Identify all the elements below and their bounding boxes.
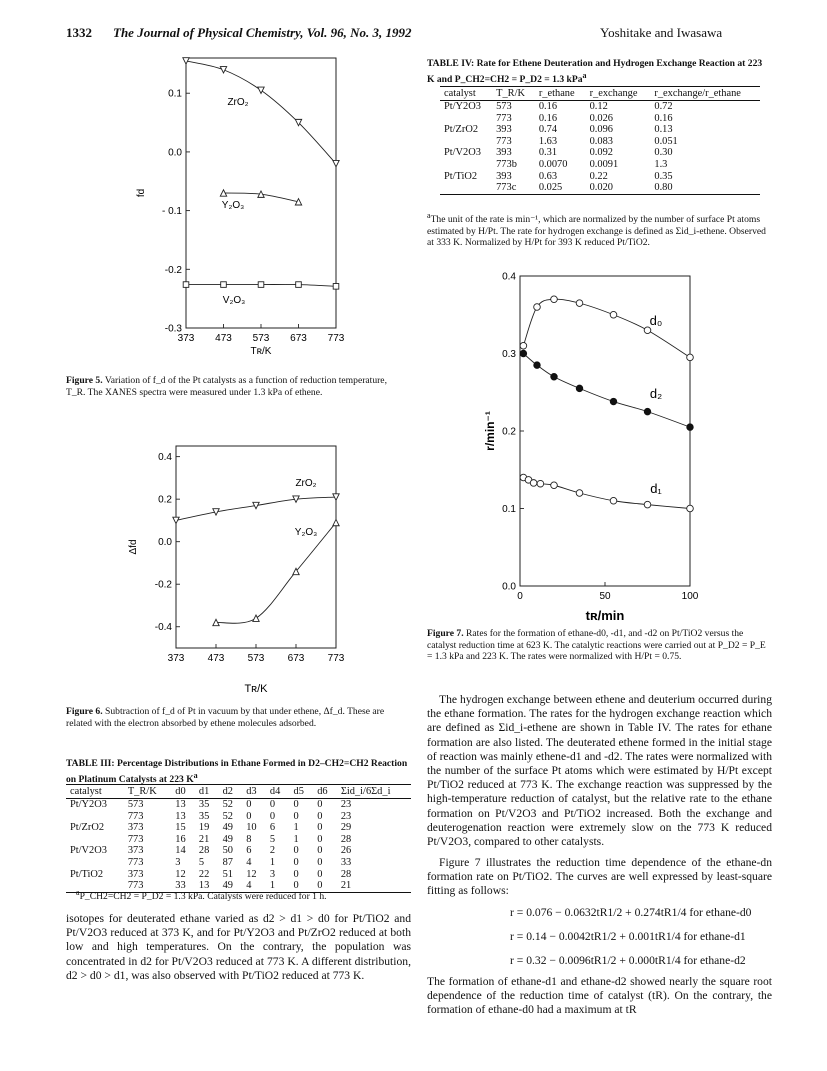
series-d1-line xyxy=(523,478,690,509)
table-cell: 0.63 xyxy=(538,170,558,182)
series-d2-point xyxy=(687,424,693,430)
table-cell: 1 xyxy=(269,856,276,868)
figure-6-caption-text: Subtraction of f_d of Pt in vacuum by that under ethene, Δf_d. These are related with the electron absorbed by ethene molecules adsorbed. xyxy=(66,706,385,729)
table-cell: 52 xyxy=(222,810,233,822)
table-4-footnote: $^a$The unit of the rate is min⁻¹, which are normalized by the number of surface Pt atoms estimated by H/Pt. The rate for hydrogen exchange is defined as Σid_i-ethene. Observed at 333 K. Normalized by H/Pt for 393 K reduced Pt/TiO2. xyxy=(427,211,766,249)
equation-2: r = 0.14 − 0.0042tR1/2 + 0.001tR1/4 for ethane-d1 xyxy=(510,930,746,943)
series-Y2O3-label: Y₂O₃ xyxy=(221,200,245,211)
column-header: d0 xyxy=(171,785,195,799)
table-cell: 35 xyxy=(198,810,210,822)
table-cell: 0 xyxy=(293,868,299,880)
series-d1-point xyxy=(644,501,651,508)
series-d0-point xyxy=(610,311,617,318)
x-tick-label: 373 xyxy=(177,333,195,344)
table-cell: 0.0091 xyxy=(589,158,619,170)
y-axis-label: fd xyxy=(136,188,147,198)
table-cell: 0 xyxy=(317,799,323,810)
table-cell: 773 xyxy=(127,856,144,868)
table-cell: 35 xyxy=(198,799,210,810)
table-cell: 0.020 xyxy=(586,182,651,194)
series-d2-point xyxy=(520,350,526,356)
y-tick-label: 0.3 xyxy=(502,349,516,360)
journal-title: The Journal of Physical Chemistry, Vol. 96, No. 3, 1992 xyxy=(113,25,412,40)
series-d0-point xyxy=(551,296,558,303)
table-cell: 773 xyxy=(496,112,512,124)
figure-5-label: Figure 5. xyxy=(66,375,103,386)
table-cell: 5 xyxy=(198,856,205,868)
equation-3: r = 0.32 − 0.0096tR1/2 + 0.000tR1/4 for ethane-d2 xyxy=(510,954,746,967)
table-cell: 0 xyxy=(317,868,323,880)
table-row xyxy=(66,811,411,823)
table-cell: 6 xyxy=(246,845,252,857)
table-cell: 393 xyxy=(496,124,512,136)
table-cell: 0.026 xyxy=(589,112,613,124)
table-cell: 12 xyxy=(246,868,257,880)
series-d1-point xyxy=(610,497,617,504)
y-axis-label: Δfd xyxy=(128,539,139,555)
table-cell xyxy=(66,834,124,846)
table-cell: 393 xyxy=(496,170,512,182)
table-cell: 0 xyxy=(317,845,323,857)
y-tick-label: 0.4 xyxy=(502,271,516,283)
x-tick-label: 773 xyxy=(327,653,345,664)
table-cell: 0 xyxy=(317,810,323,822)
table-cell xyxy=(66,811,124,823)
table-cell: 0 xyxy=(290,880,314,892)
table-cell: 0 xyxy=(317,856,323,868)
series-V2O3-point xyxy=(333,284,339,290)
series-V2O3-point xyxy=(258,282,264,288)
table-cell: 0 xyxy=(317,833,323,845)
table-cell: 373 xyxy=(127,845,144,857)
table-cell: Pt/V2O3 xyxy=(70,845,107,857)
x-tick-label: 573 xyxy=(252,333,270,344)
table-cell: 0.0070 xyxy=(538,158,568,170)
table-cell: 573 xyxy=(127,799,144,810)
figure-5-chart xyxy=(130,50,360,375)
table-cell: 0.72 xyxy=(654,101,673,112)
column-header: T_R/K xyxy=(492,87,535,101)
table-cell: 0.16 xyxy=(538,101,558,112)
table-cell: 16 xyxy=(175,833,186,845)
series-ZrO2-label: ZrO₂ xyxy=(295,478,317,489)
table-cell: 15 xyxy=(175,822,186,834)
table-cell: 87 xyxy=(222,856,233,868)
series-d2-point xyxy=(644,408,650,414)
table-cell: 0 xyxy=(246,810,252,822)
table-cell: 0.083 xyxy=(589,135,613,147)
table-cell: 393 xyxy=(496,147,512,159)
y-tick-label: - 0.1 xyxy=(161,206,182,218)
y-tick-label: -0.3 xyxy=(164,323,182,335)
series-d2-point xyxy=(534,362,540,368)
table-cell: 0 xyxy=(269,810,276,822)
series-ZrO2-label: ZrO₂ xyxy=(227,97,249,108)
table-cell: 23 xyxy=(340,810,352,822)
table-row xyxy=(440,182,760,194)
column-header: d4 xyxy=(266,785,290,799)
series-d2-point xyxy=(610,398,616,404)
table-cell: 28 xyxy=(340,868,352,880)
table-3-title: TABLE III: Percentage Distributions in Ethane Formed in D2–CH2=CH2 Reaction on Platinum Catalysts at 223 $K^a$ xyxy=(66,758,408,785)
column-header: catalyst xyxy=(440,87,492,101)
series-d0-point xyxy=(687,354,694,361)
table-cell: 13 xyxy=(175,810,186,822)
x-tick-label: 573 xyxy=(247,653,265,664)
table-cell: 51 xyxy=(222,868,233,880)
table-cell: 29 xyxy=(340,822,352,834)
figure-5-caption xyxy=(66,375,406,398)
series-Y2O3-point xyxy=(333,519,339,525)
column-header: r_ethane xyxy=(535,87,586,101)
y-tick-label: 0.2 xyxy=(158,494,172,506)
table-row xyxy=(440,101,760,113)
series-d2-point xyxy=(551,374,557,380)
series-ZrO2-line xyxy=(186,61,336,164)
table-cell: 0.16 xyxy=(654,112,673,124)
series-d1-point xyxy=(537,480,544,487)
table-row xyxy=(66,869,411,881)
table-cell: 13 xyxy=(195,880,219,892)
table-cell: 1 xyxy=(293,822,299,834)
table-3 xyxy=(66,784,411,893)
table-cell: 0.80 xyxy=(650,182,760,194)
table-cell: 33 xyxy=(171,880,195,892)
table-cell: Pt/TiO2 xyxy=(444,170,478,182)
table-cell: 0.30 xyxy=(654,147,673,159)
x-axis-label: Tʀ/K xyxy=(250,346,272,357)
table-cell: 4 xyxy=(246,856,252,868)
column-header: d3 xyxy=(242,785,266,799)
table-cell: 49 xyxy=(222,833,233,845)
table-cell: 0.025 xyxy=(535,182,586,194)
table-cell: Pt/ZrO2 xyxy=(444,124,479,136)
table-cell: 773 xyxy=(124,880,171,892)
column-header: r_exchange xyxy=(586,87,651,101)
table-cell xyxy=(440,113,492,125)
column-header: d5 xyxy=(290,785,314,799)
table-cell: 0 xyxy=(246,799,252,810)
x-tick-label: 473 xyxy=(215,333,232,344)
table-row xyxy=(66,857,411,869)
x-tick-label: 100 xyxy=(681,591,699,602)
table-cell: 0 xyxy=(313,880,337,892)
figure-7-label: Figure 7. xyxy=(427,628,464,639)
table-cell: 0 xyxy=(269,799,276,810)
table-cell: 14 xyxy=(175,845,186,857)
table-cell: 3 xyxy=(175,856,181,868)
table-cell: 19 xyxy=(198,822,210,834)
equation-1: r = 0.076 − 0.0632tR1/2 + 0.274tR1/4 for ethane-d0 xyxy=(510,906,752,919)
right-paragraph-3: The formation of ethane-d1 and ethane-d2 showed nearly the square root dependence of the reduction time of catalyst (tR). On the contrary, the formation of ethane-d0 had a maximum at tR xyxy=(427,975,772,1017)
table-cell xyxy=(66,857,124,869)
figure-5-caption-text: Variation of f_d of the Pt catalysts as a function of reduction temperature, T_R. The XANES spectra were measured under 1.3 kPa of ethene. xyxy=(66,375,387,398)
y-tick-label: -0.2 xyxy=(154,579,172,591)
series-V2O3-label: V₂O₃ xyxy=(222,295,246,306)
table-cell: 0.12 xyxy=(589,101,608,112)
table-cell: 0 xyxy=(293,856,299,868)
table-cell: 6 xyxy=(269,822,276,834)
table-cell: 373 xyxy=(127,822,144,834)
table-row xyxy=(440,159,760,171)
table-header-row xyxy=(440,87,760,101)
table-cell: 33 xyxy=(340,856,352,868)
column-header: d1 xyxy=(195,785,219,799)
series-V2O3-point xyxy=(221,282,227,288)
table-cell: 21 xyxy=(198,833,210,845)
y-tick-label: 0.4 xyxy=(158,452,172,464)
x-tick-label: 473 xyxy=(207,653,225,664)
table-row xyxy=(66,834,411,846)
column-header: d2 xyxy=(219,785,243,799)
series-d2-label: d₂ xyxy=(649,386,663,401)
table-row xyxy=(66,799,411,811)
table-cell: 773 xyxy=(127,833,144,845)
series-d0-point xyxy=(576,300,583,307)
table-cell: 0.35 xyxy=(654,170,673,182)
y-tick-label: 0.1 xyxy=(502,504,516,515)
figure-7-caption xyxy=(427,628,772,663)
table-cell: 0.22 xyxy=(589,170,608,182)
column-header: d6 xyxy=(313,785,337,799)
table-cell xyxy=(440,159,492,171)
table-cell: 49 xyxy=(222,822,233,834)
column-header: r_exchange/r_ethane xyxy=(650,87,760,101)
table-cell: 4 xyxy=(242,880,266,892)
table-cell: 0 xyxy=(293,799,299,810)
table-cell: Pt/V2O3 xyxy=(444,147,481,159)
table-row xyxy=(440,136,760,148)
series-d1-point xyxy=(687,505,694,512)
series-Y2O3-point xyxy=(253,615,259,621)
series-d0-point xyxy=(534,304,541,311)
table-cell: Pt/ZrO2 xyxy=(70,822,105,834)
series-d0-line xyxy=(523,299,690,357)
table-cell: 23 xyxy=(340,799,352,810)
series-d0-point xyxy=(520,342,527,349)
table-cell xyxy=(440,182,492,194)
table-cell: 0 xyxy=(293,845,299,857)
series-d0-label: d₀ xyxy=(649,313,663,328)
table-cell: 773 xyxy=(127,810,144,822)
x-tick-label: 373 xyxy=(167,653,185,664)
fig7-frame xyxy=(520,276,690,586)
table-cell: 773c xyxy=(492,182,535,194)
table-cell: 8 xyxy=(246,833,252,845)
table-cell: 0.13 xyxy=(654,124,673,136)
table-cell: Pt/Y2O3 xyxy=(444,101,481,112)
column-header: T_R/K xyxy=(124,785,171,799)
x-tick-label: 773 xyxy=(327,333,345,344)
table-row xyxy=(66,822,411,834)
table-cell: 0.051 xyxy=(654,135,678,147)
table-row xyxy=(440,124,760,136)
table-cell: 28 xyxy=(340,833,352,845)
table-cell: 0 xyxy=(317,822,323,834)
table-cell: 22 xyxy=(198,868,210,880)
y-tick-label: 0.0 xyxy=(168,147,182,159)
right-paragraph-1: The hydrogen exchange between ethene and deuterium occurred during the ethane formation. The rates for the hydrogen exchange reaction which are defined as Σid_i-ethene are shown in Table IV. The rates for ethane formation are also listed. The deuterated ethene formed in the initial stage of reaction was mainly ethene-d1 and -d2. The rates were normalized with the number of the surface Pt atoms which were estimated by H/Pt except Pt/TiO2 reduced at 773 K. The exchange reaction was suppressed by the high-temperature reduction of catalyst, but the relative rate to the ethane formation on Pt/V2O3 and Pt/TiO2 increased. Both the exchange and deuterogenation reaction were extremely slow on the 773 K reduced Pt/V2O3, compared to other catalysts. xyxy=(427,693,772,849)
x-tick-label: 673 xyxy=(290,333,307,344)
table-cell: 13 xyxy=(175,799,186,810)
page-number: 1332 xyxy=(66,25,92,40)
series-ZrO2-point xyxy=(333,160,339,166)
table-row xyxy=(440,171,760,183)
table-cell: 1.3 xyxy=(654,158,668,170)
table-cell: 0.16 xyxy=(538,112,558,124)
x-axis-label: Tʀ/K xyxy=(244,683,268,695)
series-Y2O3-line xyxy=(216,523,336,624)
table-cell: Pt/TiO2 xyxy=(70,868,104,880)
y-tick-label: -0.2 xyxy=(164,264,182,276)
table-cell: 1 xyxy=(293,833,299,845)
table-cell: 10 xyxy=(246,822,257,834)
right-paragraph-2: Figure 7 illustrates the reduction time dependence of the ethane-dn formation rate on Pt/TiO2. The curves are well expressed by least-square fitting as follows: xyxy=(427,856,772,898)
y-tick-label: 0.1 xyxy=(168,88,182,100)
table-cell: 49 xyxy=(219,880,243,892)
y-axis-label: r/min⁻¹ xyxy=(483,411,497,451)
table-4-title: TABLE IV: Rate for Ethene Deuteration and Hydrogen Exchange Reaction at 223 K and P_CH2=CH2 = P_D2 = 1.3 kPa$^a$ xyxy=(427,58,763,85)
table-cell: 2 xyxy=(269,845,276,857)
series-V2O3-point xyxy=(296,282,302,288)
series-ZrO2-point xyxy=(258,87,264,93)
series-ZrO2-point xyxy=(173,517,179,523)
table-row xyxy=(440,147,760,159)
table-3-footnote: $^a$P_CH2=CH2 = P_D2 = 1.3 kPa. Catalysts were reduced for 1 h. xyxy=(76,888,327,903)
x-tick-label: 673 xyxy=(287,653,305,664)
series-ZrO2-point xyxy=(183,58,189,64)
table-cell: 12 xyxy=(175,868,186,880)
figure-6-caption xyxy=(66,706,406,729)
figure-6-label: Figure 6. xyxy=(66,706,103,717)
table-cell: 373 xyxy=(127,868,144,880)
table-cell: 28 xyxy=(198,845,210,857)
table-cell: 50 xyxy=(222,845,233,857)
column-header: Σid_i/6Σd_i xyxy=(337,785,411,799)
table-cell: 5 xyxy=(269,833,276,845)
figure-6-chart xyxy=(130,440,360,700)
left-column-paragraph: isotopes for deuterated ethane varied as d2 > d1 > d0 for Pt/TiO2 and Pt/V2O3 reduced at 373 K, and for Pt/Y2O3 and Pt/ZrO2 reduced at both low and high temperatures. On the contrary, the population was concentrated in d2 for Pt/V2O3 reduced at 773 K. A different distribution, d2 > d0 > d1, was also observed with Pt/TiO2 reduced at 773 K. xyxy=(66,912,411,982)
table-cell: 0.096 xyxy=(589,124,613,136)
column-header: catalyst xyxy=(66,785,124,799)
table-cell: 0 xyxy=(293,810,299,822)
table-header-row xyxy=(66,785,411,799)
series-Y2O3-label: Y₂O₃ xyxy=(294,527,318,538)
table-4 xyxy=(440,86,760,195)
table-cell: 573 xyxy=(496,101,512,112)
figure-7-caption-text: Rates for the formation of ethane-d0, -d1, and -d2 on Pt/TiO2 versus the catalyst reduction time at 623 K. The catalytic reactions were carried out at P_D2 = P_E = 1.3 kPa and 223 K. The rates were normalized with H/Pt = 0.75. xyxy=(427,628,766,663)
table-cell: 21 xyxy=(337,880,411,892)
series-d1-label: d₁ xyxy=(650,481,662,496)
y-tick-label: 0.0 xyxy=(158,537,172,549)
y-tick-label: -0.4 xyxy=(154,622,172,634)
y-tick-label: 0.2 xyxy=(502,426,516,438)
table-cell xyxy=(440,136,492,148)
table-row xyxy=(66,845,411,857)
table-cell: 1 xyxy=(266,880,290,892)
table-cell: 1.63 xyxy=(538,135,558,147)
series-Y2O3-point xyxy=(295,199,301,205)
table-cell: 0.74 xyxy=(538,124,558,136)
table-cell: 52 xyxy=(222,799,233,810)
series-V2O3-point xyxy=(183,282,189,288)
table-row xyxy=(440,113,760,125)
series-d1-point xyxy=(551,482,558,489)
series-d2-point xyxy=(576,385,582,391)
table-cell: 773b xyxy=(496,158,517,170)
table-cell: 773 xyxy=(496,135,512,147)
table-cell: 0.092 xyxy=(589,147,613,159)
x-axis-label: tʀ/min xyxy=(585,608,625,623)
y-tick-label: 0.0 xyxy=(502,581,516,593)
table-cell: 26 xyxy=(340,845,352,857)
series-ZrO2-point xyxy=(220,67,226,73)
series-d1-point xyxy=(530,480,537,487)
figure-7-chart xyxy=(470,268,710,628)
x-tick-label: 50 xyxy=(599,591,611,602)
series-d2-line xyxy=(523,354,690,428)
x-tick-label: 0 xyxy=(517,591,523,602)
table-cell: 0.31 xyxy=(538,147,558,159)
table-cell: Pt/Y2O3 xyxy=(70,799,107,810)
series-d1-point xyxy=(576,490,583,497)
table-cell: 3 xyxy=(269,868,276,880)
authors: Yoshitake and Iwasawa xyxy=(600,25,723,40)
